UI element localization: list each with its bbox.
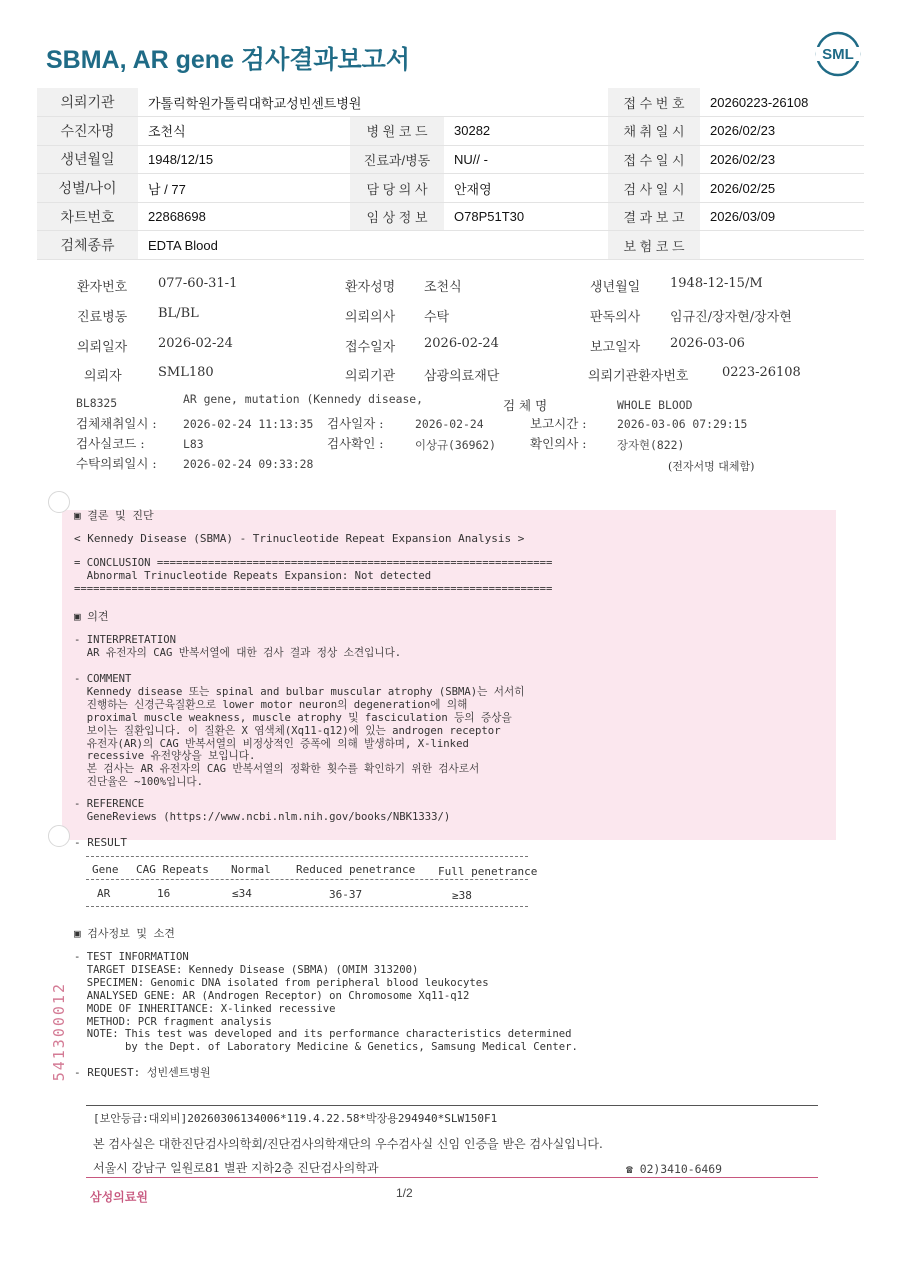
- section-heading: ▣ 검사정보 및 소견: [74, 927, 175, 940]
- specimen-value: WHOLE BLOOD: [617, 398, 693, 412]
- order-value: L83: [183, 437, 204, 451]
- header-value: O78P51T30: [444, 202, 608, 231]
- order-value: 2026-02-24 11:13:35: [183, 417, 314, 431]
- scanned-report: [0, 262, 900, 1271]
- header-label: 성별/나이: [37, 174, 138, 203]
- order-value: 장자현(822): [617, 438, 685, 452]
- result-rule: [86, 879, 528, 880]
- phone-text: ☎ 02)3410-6469: [626, 1162, 723, 1176]
- patient-label: 의뢰기관환자번호: [588, 369, 689, 384]
- side-code: 541300012: [50, 982, 68, 1082]
- header-row: [37, 231, 864, 260]
- punch-hole: [48, 825, 70, 847]
- header-value: 조천식: [138, 117, 350, 146]
- footer-rule: [86, 1177, 818, 1178]
- header-label: 검체종류: [37, 231, 138, 260]
- section-heading: ▣ 결론 및 진단: [74, 509, 154, 522]
- patient-label: 의뢰자: [84, 369, 122, 384]
- result-cell: AR: [97, 887, 111, 900]
- result-rule: [86, 906, 528, 907]
- header-label: 진료과/병동: [350, 145, 444, 174]
- analysis-title: < Kennedy Disease (SBMA) - Trinucleotide Repeat Expansion Analysis >: [74, 532, 525, 545]
- esign-note: (전자서명 대체함): [668, 460, 755, 473]
- section-heading: ▣ 의견: [74, 610, 109, 623]
- order-value: 2026-02-24 09:33:28: [183, 457, 314, 471]
- header-table: [37, 88, 864, 260]
- address-text: 서울시 강남구 일원로81 별관 지하2층 진단검사의학과: [93, 1161, 379, 1175]
- sml-logo-icon: [814, 30, 862, 78]
- specimen-label: 검 체 명: [503, 398, 548, 413]
- result-header-cell: Normal: [231, 863, 271, 876]
- reference-block: - REFERENCE GeneReviews (https://www.ncbi.nlm.nih.gov/books/NBK1333/): [74, 798, 451, 823]
- header-row: [37, 117, 864, 146]
- security-line: [보안등급:대외비]20260306134006*119.4.22.58*박장용294940*SLW150F1: [93, 1112, 498, 1125]
- patient-value: 삼광의료재단: [424, 369, 500, 384]
- order-label: 검사실코드 :: [76, 436, 145, 451]
- result-header-cell: CAG Repeats: [136, 863, 209, 876]
- header-value: 2026/02/23: [700, 145, 864, 174]
- order-label: 검사확인 :: [327, 436, 384, 451]
- patient-value: 임규진/장자현/장자현: [670, 310, 792, 325]
- order-label: 보고시간 :: [530, 416, 587, 431]
- comment-block: - COMMENT Kennedy disease 또는 spinal and bulbar muscular atrophy (SBMA)는 서서히 진행하는 신경근육질환으로 lower motor neuron의 degeneration에 의해 proximal muscle weakness, muscle atrophy 및 fasciculation 등의 증상을 보이는 질환입니다. 이 질환은 X 염색체(Xq11-q12)에 있는 androgen receptor 유전자(AR)의 CAG 반복서열의 비정상적인 증폭에 의해 발생하며, X-linked recessive 유전양상을 보입니다. 본 검사는 AR 유전자의 CAG 반복서열의 정확한 횟수를 확인하기 위한 검사로서 진단율은 ~100%입니다.: [74, 673, 525, 789]
- patient-label: 보고일자: [590, 340, 641, 355]
- result-cell: 36-37: [329, 888, 363, 901]
- patient-label: 의뢰기관: [345, 369, 396, 384]
- order-code: BL8325: [76, 396, 118, 410]
- patient-value: SML180: [158, 365, 214, 380]
- result-cell: ≥38: [452, 889, 472, 902]
- header-value: 남 / 77: [138, 174, 350, 203]
- patient-label: 의뢰의사: [345, 310, 396, 325]
- header-row: [37, 174, 864, 203]
- order-value: 이상규(36962): [415, 438, 497, 452]
- order-label: 검체채취일시 :: [76, 416, 157, 431]
- patient-label: 환자성명: [345, 280, 396, 295]
- header-value: NU// -: [444, 145, 608, 174]
- patient-value: 조천식: [424, 280, 462, 295]
- order-label: 수탁의뢰일시 :: [76, 456, 157, 471]
- header-row: [37, 202, 864, 231]
- header-row: [37, 145, 864, 174]
- conclusion-block: = CONCLUSION ============================================================== Abnormal Trinucleotide Repeats Expansion: Not detected ===========================================================================: [74, 557, 553, 595]
- patient-value: 2026-02-24: [424, 336, 499, 351]
- header-value: 22868698: [138, 202, 350, 231]
- header-label: 결 과 보 고: [608, 202, 700, 231]
- patient-label: 접수일자: [345, 340, 396, 355]
- footer-rule: [86, 1105, 818, 1106]
- result-header-cell: Full penetrance: [438, 865, 538, 878]
- brand-name: 삼성의료원: [90, 1190, 148, 1204]
- header-label: 의뢰기관: [37, 88, 138, 117]
- result-header-cell: Gene: [92, 863, 119, 876]
- test-info-block: - TEST INFORMATION TARGET DISEASE: Kennedy Disease (SBMA) (OMIM 313200) SPECIMEN: Genomic DNA isolated from peripheral blood leukocytes ANALYSED GENE: AR (Androgen Receptor) on Chromosome Xq11-q12 MODE OF INHERITANCE: X-linked recessive METHOD: PCR fragment analysis NOTE: This test was developed and its performance characteristics determined by the Dept. of Laboratory Medicine & Genetics, Samsung Medical Center.: [74, 951, 578, 1054]
- patient-value: 077-60-31-1: [158, 276, 238, 291]
- result-cell: ≤34: [232, 887, 252, 900]
- header-label: 검 사 일 시: [608, 174, 700, 203]
- result-header-cell: Reduced penetrance: [296, 863, 416, 876]
- patient-value: 0223-26108: [722, 365, 801, 380]
- order-label: 검사일자 :: [327, 416, 384, 431]
- header-label: 보 험 코 드: [608, 231, 700, 260]
- result-heading: - RESULT: [74, 836, 127, 849]
- order-value: 2026-03-06 07:29:15: [617, 417, 748, 431]
- header-label: 병 원 코 드: [350, 117, 444, 146]
- patient-label: 판독의사: [590, 310, 641, 325]
- patient-value: BL/BL: [158, 306, 199, 321]
- header-value: 2026/02/23: [700, 117, 864, 146]
- result-rule: [86, 856, 528, 857]
- request-line: - REQUEST: 성빈센트병원: [74, 1066, 211, 1079]
- header-label: 담 당 의 사: [350, 174, 444, 203]
- interpretation-block: - INTERPRETATION AR 유전자의 CAG 반복서열에 대한 검사 결과 정상 소견입니다.: [74, 634, 402, 659]
- header-value: 2026/02/25: [700, 174, 864, 203]
- header-label: 접 수 일 시: [608, 145, 700, 174]
- header-label: 채 취 일 시: [608, 117, 700, 146]
- header-value: 20260223-26108: [700, 88, 864, 117]
- header-value: 안재영: [444, 174, 608, 203]
- patient-value: 1948-12-15/M: [670, 276, 763, 291]
- header-value: 2026/03/09: [700, 202, 864, 231]
- certification-text: 본 검사실은 대한진단검사의학회/진단검사의학재단의 우수검사실 신임 인증을 받은 검사실입니다.: [93, 1137, 603, 1151]
- header-value: EDTA Blood: [138, 231, 608, 260]
- patient-value: 2026-03-06: [670, 336, 745, 351]
- order-value: 2026-02-24: [415, 417, 484, 431]
- result-cell: 16: [157, 887, 171, 900]
- header-label: 차트번호: [37, 202, 138, 231]
- header-value: 30282: [444, 117, 608, 146]
- punch-hole: [48, 491, 70, 513]
- patient-label: 환자번호: [77, 280, 128, 295]
- logo-text: SML: [822, 46, 854, 63]
- header-row: [37, 88, 864, 117]
- header-value: [700, 231, 864, 260]
- page-number: 1/2: [396, 1186, 413, 1200]
- header-value: 가톨릭학원가톨릭대학교성빈센트병원: [138, 88, 608, 117]
- patient-label: 진료병동: [77, 310, 128, 325]
- header-value: 1948/12/15: [138, 145, 350, 174]
- patient-label: 의뢰일자: [77, 340, 128, 355]
- header-label: 생년월일: [37, 145, 138, 174]
- order-label: 확인의사 :: [530, 436, 587, 451]
- patient-label: 생년월일: [590, 280, 641, 295]
- patient-value: 수탁: [424, 310, 450, 325]
- header-label: 접 수 번 호: [608, 88, 700, 117]
- header-label: 수진자명: [37, 117, 138, 146]
- header-label: 임 상 정 보: [350, 202, 444, 231]
- report-title: SBMA, AR gene 검사결과보고서: [46, 46, 410, 74]
- patient-value: 2026-02-24: [158, 336, 233, 351]
- order-test: AR gene, mutation (Kennedy disease,: [183, 392, 424, 406]
